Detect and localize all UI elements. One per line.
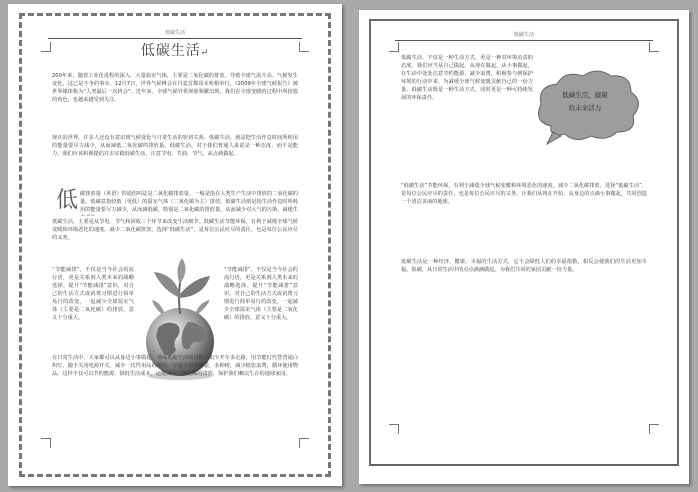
page-header: 低碳生活 bbox=[395, 30, 653, 41]
paragraph: 低碳生活，不仅是一种生活方式，更是一种对环境负责的态度。我们应当从自己做起，从现在做起，从小事做起，在生活中处处注意节约能源，减少浪费，积极参与到保护环境的行动中来，为减缓全球气候变暖贡献自己的一份力量。低碳生活既是一种生活方式，同时更是一种可持续发展的环保责任。 bbox=[401, 55, 533, 101]
paragraph: 现在的世界，许多人还没有意识到气候变化与日常生活的密切关系。低碳生活，就是把生活作息时间所耗用的能量要尽力减少，从而减低二氧化碳的排放量。低碳生活，对于我们普通人来说是一种态度，而不是能力，我们应该积极提倡并去实践低碳生活，注意节电、节油、节气，从点滴做起。 bbox=[52, 135, 298, 157]
cloud-text-line: 低碳生活，健康 bbox=[562, 91, 608, 99]
crop-mark bbox=[41, 438, 51, 448]
paragraph: 在日常生活中，大家都可以从身边小事做起，养成低碳生活的习惯。如少开车多走路，用节能灯代替普通白炽灯，随手关闭电源开关，减少一次性用品的使用，尽量不用塑料袋，多种树，减少纸张浪费，循环使用物品。这样不仅可以节约能源，降低生活成本，还能减少二氧化碳的排放，保护我们赖以生存的地球家园。 bbox=[52, 355, 298, 377]
paragraph: 低碳生活是一种经济、健康、幸福的生活方式，它不会降低人们的幸福指数，相反会使我们的生活更加幸福。低碳，从日常生活中的点点滴滴做起，为我们共同的家园贡献一份力量。 bbox=[401, 259, 647, 273]
paragraph: 低碳生活，主要是从节电、节气和回收三个环节来改变生活细节。低碳生活节能环保，有利于减缓全球气候变暖和环境恶化的速度。减少二氧化碳排放，选择“低碳生活”，是每位公民应尽的责任，也是每位公民应尽的义务。 bbox=[52, 219, 298, 241]
cloud-text-line: 给未来活力 bbox=[568, 104, 602, 112]
drop-cap: 低 bbox=[56, 188, 79, 213]
paragraph: 碳排放量（英语）的通俗叫法是二氧化碳排放量，一般是指在人类生产生活中排放的二氧化碳的量。低碳意指较低（更低）的温室气体（二氧化碳为主）排放。低碳生活则是指生活作息时所耗用的能量要尽力减少，从而减低碳，特别是二氧化碳的排放量，从而减少对大气的污染，减缓生 bbox=[80, 191, 298, 213]
document-page-left bbox=[8, 4, 342, 486]
crop-mark bbox=[389, 42, 399, 52]
crop-mark bbox=[649, 424, 659, 434]
cloud-text bbox=[541, 89, 629, 115]
paragraph: “低碳生活”节能环保，有利于减缓全球气候变暖和环境恶化的速度。减少二氧化碳排放，选择“低碳生活”，是每位公民应尽的责任，也是每位公民应尽的义务。让我们从现在开始，从身边的点滴小事做起，共同创造一个清洁美丽的地球。 bbox=[401, 183, 647, 205]
crop-mark bbox=[649, 42, 659, 52]
document-title bbox=[8, 40, 342, 60]
crop-mark bbox=[299, 438, 309, 448]
paragraph: “节能减排”，不仅是当今社会的流行语，更是关系到人类未来的战略选择。提升“节能减排”意识，对自己的生活方式或消费习惯进行简单易行的改变，一起减少全球温室气体（主要是二氧化碳）的排放，意义十分重大。 bbox=[224, 267, 298, 321]
document-page-right bbox=[359, 10, 689, 484]
paragraph-mark: ↵ bbox=[200, 48, 210, 58]
page-header: 低碳生活 bbox=[48, 28, 302, 39]
paragraph: “节能减排”，不仅是当今社会的流行语，更是关系到人类未来的战略选择。提升“节能减排”意识，对自己的生活方式或消费习惯进行简单易行的改变，一起减少全球温室气体（主要是二氧化碳）的排放，意义十分重大。 bbox=[52, 267, 134, 321]
crop-mark bbox=[389, 424, 399, 434]
paragraph: 200年来，随着工业化进程的深入，大量温室气体，主要是二氧化碳的排放，导致全球气温升高、气候发生变化，这已是不争的事实。12月7日，世界气候峰会在丹麦首都哥本哈根举行，《2009年全球气候报告》被世界媒体称为“人类最后一次机会”。近年来，全球气候异常现象频繁出现，我们在全球变暖的过程中所扮演的角色，也越来越受到关注。 bbox=[52, 73, 298, 103]
document-title-text: 低碳生活 bbox=[140, 43, 201, 59]
